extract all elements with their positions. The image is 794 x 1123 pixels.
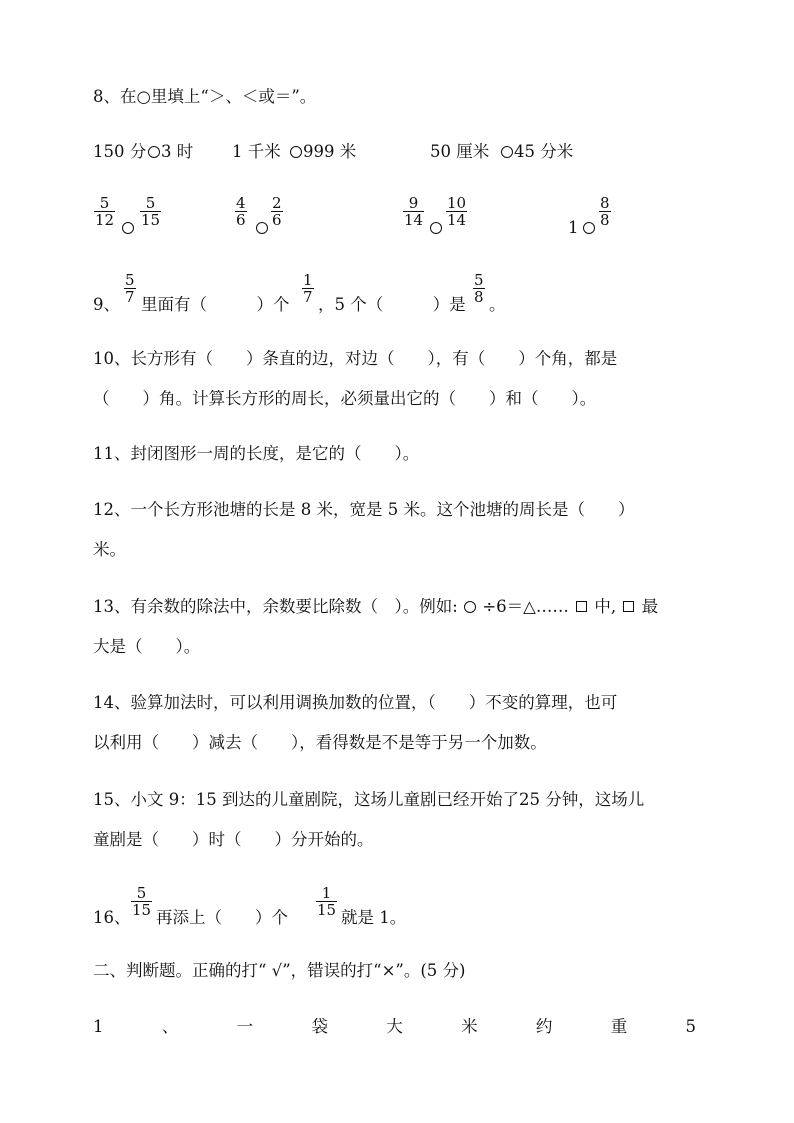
- fraction-denominator: 15: [141, 211, 161, 229]
- compare-circle[interactable]: [256, 222, 268, 234]
- fraction-denominator: 7: [303, 288, 313, 306]
- judge-1-char: 一: [236, 1017, 254, 1036]
- square-symbol: [623, 601, 634, 612]
- q13-text-d: 最: [641, 597, 659, 616]
- fraction: [140, 195, 161, 228]
- fraction-denominator: 15: [132, 901, 152, 919]
- q16-text-2: 就是 1。: [341, 908, 407, 927]
- q8-row1-d: 999 米: [303, 142, 357, 161]
- compare-circle[interactable]: [122, 222, 134, 234]
- fraction: [235, 195, 247, 228]
- q9-text-2: ，5 个（ ）是: [318, 295, 466, 314]
- q13-text-a: 13、有余数的除法中，余数要比除数（ ）。例如:: [93, 597, 458, 616]
- q8-row1-c: 1 千米: [232, 142, 281, 161]
- judge-1-char: 约: [535, 1017, 553, 1036]
- judge-1-char: 重: [610, 1017, 628, 1036]
- q14-line-2: 以利用（ ）减去（ ），看得数是不是等于另一个加数。: [93, 733, 547, 752]
- fraction-denominator: 14: [447, 211, 467, 229]
- q8-title: 8、在○里填上“＞、＜或＝”。: [93, 87, 317, 106]
- fraction-numerator: 5: [474, 271, 484, 289]
- fraction-denominator: 8: [600, 211, 610, 229]
- q11-line-1: 11、封闭图形一周的长度，是它的（ ）。: [93, 444, 420, 463]
- fraction: [316, 885, 337, 918]
- section-2-title: 二、判断题。正确的打“ √”，错误的打“×”。(5 分): [93, 961, 466, 980]
- compare-circle[interactable]: [148, 146, 160, 158]
- fraction: [446, 195, 467, 228]
- q10-line-1: 10、长方形有（ ）条直的边，对边（ ），有（ ）个角，都是: [93, 349, 618, 368]
- fraction-numerator: 5: [125, 271, 135, 289]
- fraction-numerator: 9: [408, 194, 419, 212]
- q9-prefix: 9、: [93, 295, 120, 314]
- q14-line-1: 14、验算加法时，可以利用调换加数的位置，（ ）不变的算理，也可: [93, 693, 618, 712]
- fraction-numerator: 5: [136, 884, 147, 902]
- q16-prefix: 16、: [93, 908, 131, 927]
- q16-text-1: 再添上（ ）个: [156, 908, 288, 927]
- q13-text-c: 中,: [594, 597, 617, 616]
- judge-1-line: [93, 1016, 696, 1038]
- q8-row1-e: 50 厘米: [430, 142, 490, 161]
- fraction-numerator: 10: [447, 194, 467, 212]
- compare-circle[interactable]: [501, 146, 513, 158]
- fraction-denominator: 6: [236, 211, 246, 229]
- q13-line-1: [93, 596, 658, 618]
- fraction: [473, 272, 485, 305]
- judge-1-char: 1: [93, 1017, 104, 1036]
- q8-row1-f: 45 分米: [514, 142, 574, 161]
- fraction-numerator: 1: [321, 884, 332, 902]
- q15-line-2: 童剧是（ ）时（ ）分开始的。: [93, 830, 374, 849]
- fraction-numerator: 5: [145, 194, 156, 212]
- circle-symbol: [464, 601, 476, 613]
- fraction-denominator: 8: [474, 288, 484, 306]
- fraction-denominator: 15: [317, 901, 337, 919]
- compare-circle[interactable]: [430, 222, 442, 234]
- fraction: [131, 885, 152, 918]
- square-symbol: [576, 601, 587, 612]
- q9-text-1: 里面有（ ）个: [141, 295, 290, 314]
- q13-text-b: ÷6＝△……: [482, 597, 569, 616]
- fraction: [302, 272, 314, 305]
- q10-line-2: （ ）角。计算长方形的周长，必须量出它的（ ）和（ ）。: [93, 389, 597, 408]
- fraction: [271, 195, 283, 228]
- judge-1-char: 大: [386, 1017, 403, 1036]
- fraction-denominator: 6: [272, 211, 282, 229]
- fraction-denominator: 12: [95, 211, 115, 229]
- judge-1-char: 5: [685, 1017, 696, 1036]
- judge-1-char: 、: [161, 1017, 179, 1036]
- fraction: [94, 195, 115, 228]
- q12-line-2: 米。: [93, 540, 126, 559]
- q15-line-1: 15、小文 9：15 到达的儿童剧院，这场儿童剧已经开始了25 分钟，这场儿: [93, 790, 645, 809]
- compare-circle[interactable]: [290, 146, 302, 158]
- q12-line-1: 12、一个长方形池塘的长是 8 米，宽是 5 米。这个池塘的周长是（ ）: [93, 500, 635, 519]
- fraction: [403, 195, 424, 228]
- fraction-numerator: 5: [99, 194, 110, 212]
- fraction-denominator: 7: [125, 288, 135, 306]
- fraction-numerator: 1: [303, 271, 313, 289]
- q9-text-3: 。: [489, 295, 506, 314]
- fraction: [124, 272, 136, 305]
- q8-row1-b: 3 时: [161, 142, 194, 161]
- fraction-numerator: 8: [600, 194, 610, 212]
- q13-line-2: 大是（ ）。: [93, 637, 201, 656]
- fraction-denominator: 14: [404, 211, 424, 229]
- judge-1-char: 米: [461, 1017, 478, 1036]
- q8-row1-a: 150 分: [93, 142, 147, 161]
- fraction-numerator: 4: [236, 194, 246, 212]
- judge-1-char: 袋: [311, 1017, 328, 1036]
- fraction: [599, 195, 611, 228]
- fraction-numerator: 2: [272, 194, 282, 212]
- whole-number: 1: [568, 218, 579, 237]
- compare-circle[interactable]: [583, 222, 595, 234]
